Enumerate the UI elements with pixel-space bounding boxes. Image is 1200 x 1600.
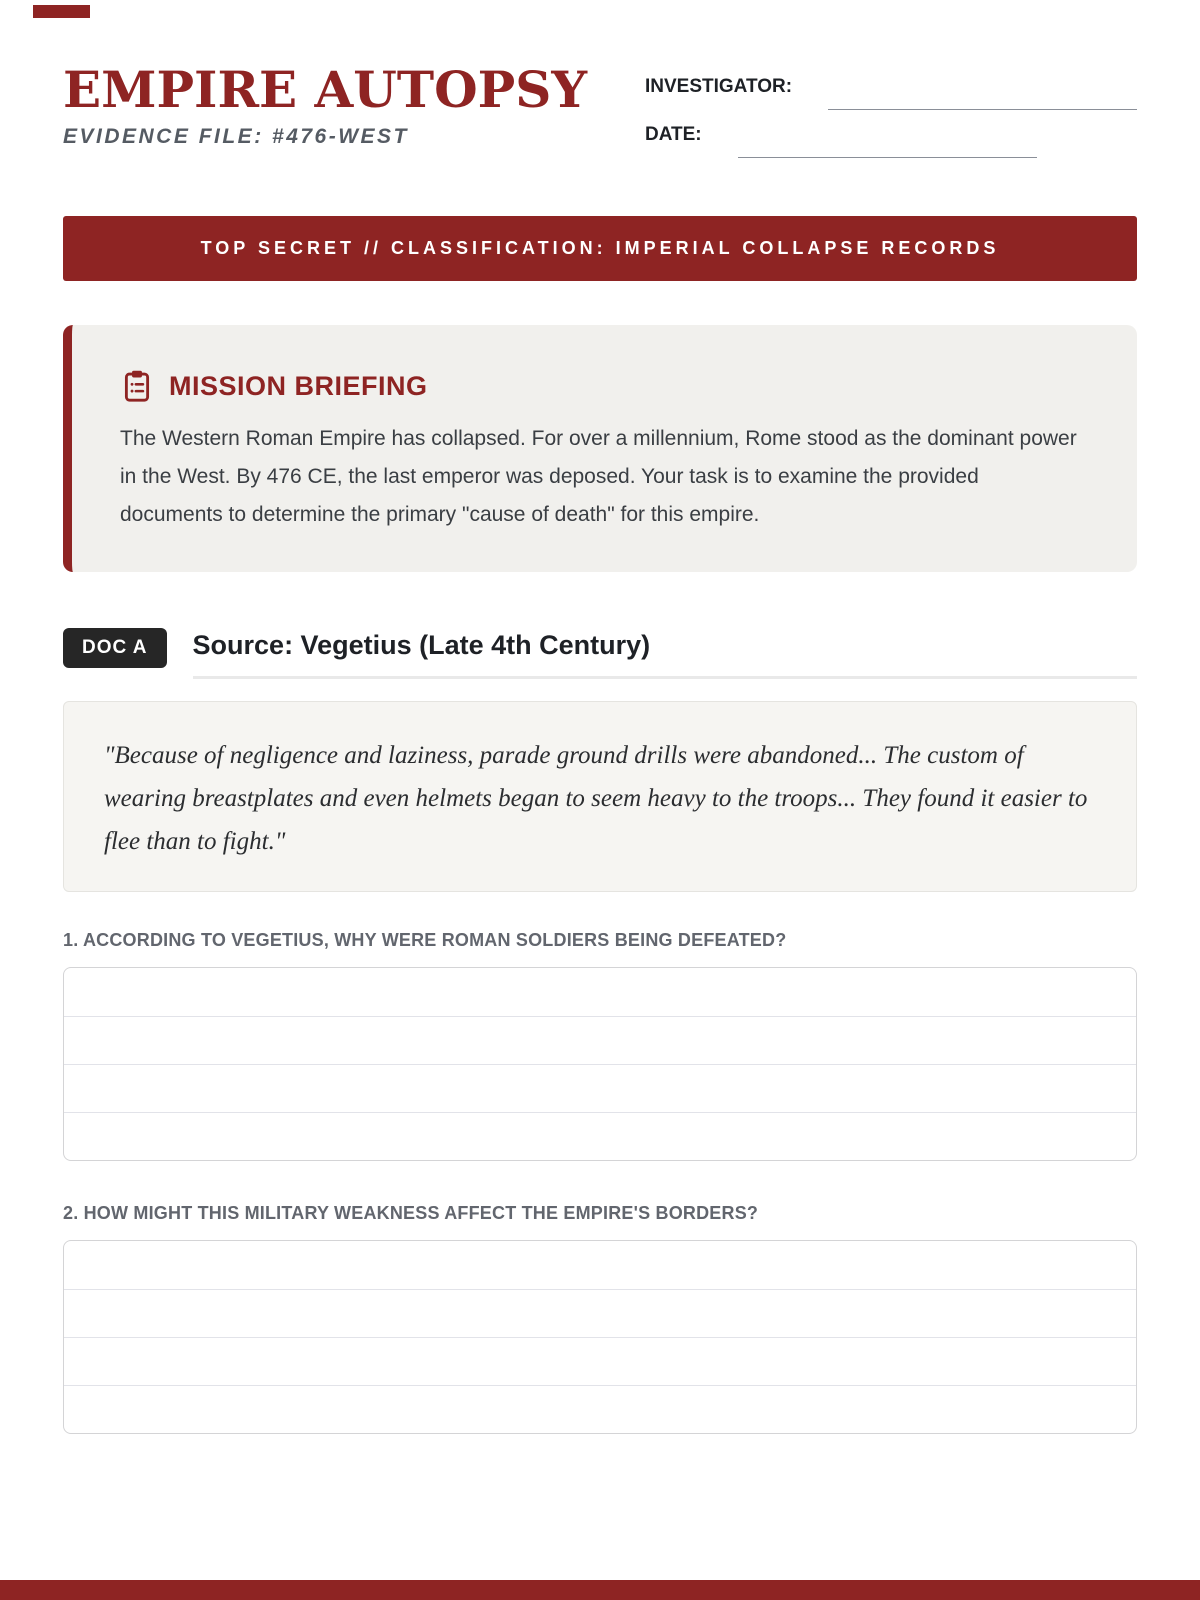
source-heading-wrap	[193, 630, 1137, 679]
date-line[interactable]	[738, 157, 1037, 158]
mission-briefing-header	[120, 369, 1089, 403]
investigator-line[interactable]	[828, 109, 1137, 110]
question-1-answer-box	[63, 967, 1137, 1161]
doc-a-badge: DOC A	[63, 628, 167, 668]
document-header	[63, 628, 1137, 679]
answer-line[interactable]	[64, 1289, 1136, 1337]
question-2	[63, 1203, 1137, 1434]
question-1	[63, 930, 1137, 1161]
header-fields	[645, 62, 1137, 172]
question-2-answer-box	[63, 1240, 1137, 1434]
classification-banner: TOP SECRET // CLASSIFICATION: IMPERIAL COLLAPSE RECORDS	[63, 216, 1137, 281]
answer-line[interactable]	[64, 1337, 1136, 1385]
top-accent-mark	[33, 5, 90, 18]
date-label: DATE:	[645, 124, 702, 145]
mission-briefing-heading: MISSION BRIEFING	[169, 370, 428, 401]
answer-line[interactable]	[64, 1112, 1136, 1160]
brand-block	[63, 62, 587, 172]
source-quote: "Because of negligence and laziness, parade ground drills were abandoned... The custom of wearing breastplates and even helmets began to seem heavy to the troops... They found it easier to flee than to fight."	[63, 701, 1137, 892]
investigator-label: INVESTIGATOR:	[645, 76, 793, 97]
clipboard-icon	[120, 369, 154, 403]
answer-line[interactable]	[64, 1385, 1136, 1433]
question-1-label: 1. ACCORDING TO VEGETIUS, WHY WERE ROMAN SOLDIERS BEING DEFEATED?	[63, 930, 787, 950]
question-2-label: 2. HOW MIGHT THIS MILITARY WEAKNESS AFFECT THE EMPIRE'S BORDERS?	[63, 1203, 759, 1223]
answer-line[interactable]	[64, 1064, 1136, 1112]
header	[63, 0, 1137, 172]
answer-line[interactable]	[64, 968, 1136, 1016]
mission-briefing-panel	[63, 325, 1137, 572]
answer-line[interactable]	[64, 1016, 1136, 1064]
mission-briefing-text: The Western Roman Empire has collapsed. For over a millennium, Rome stood as the dominant power in the West. By 476 CE, the last emperor was deposed. Your task is to examine the provided documents to determine the primary "cause of death" for this empire.	[120, 427, 1077, 526]
date-field	[645, 124, 1137, 146]
bottom-bar	[0, 1580, 1200, 1600]
investigator-field	[645, 76, 1137, 98]
evidence-file-subtitle: EVIDENCE FILE: #476-WEST	[63, 125, 409, 148]
page-title: EMPIRE AUTOPSY	[63, 60, 588, 119]
source-heading: Source: Vegetius (Late 4th Century)	[192, 630, 651, 660]
answer-line[interactable]	[64, 1241, 1136, 1289]
